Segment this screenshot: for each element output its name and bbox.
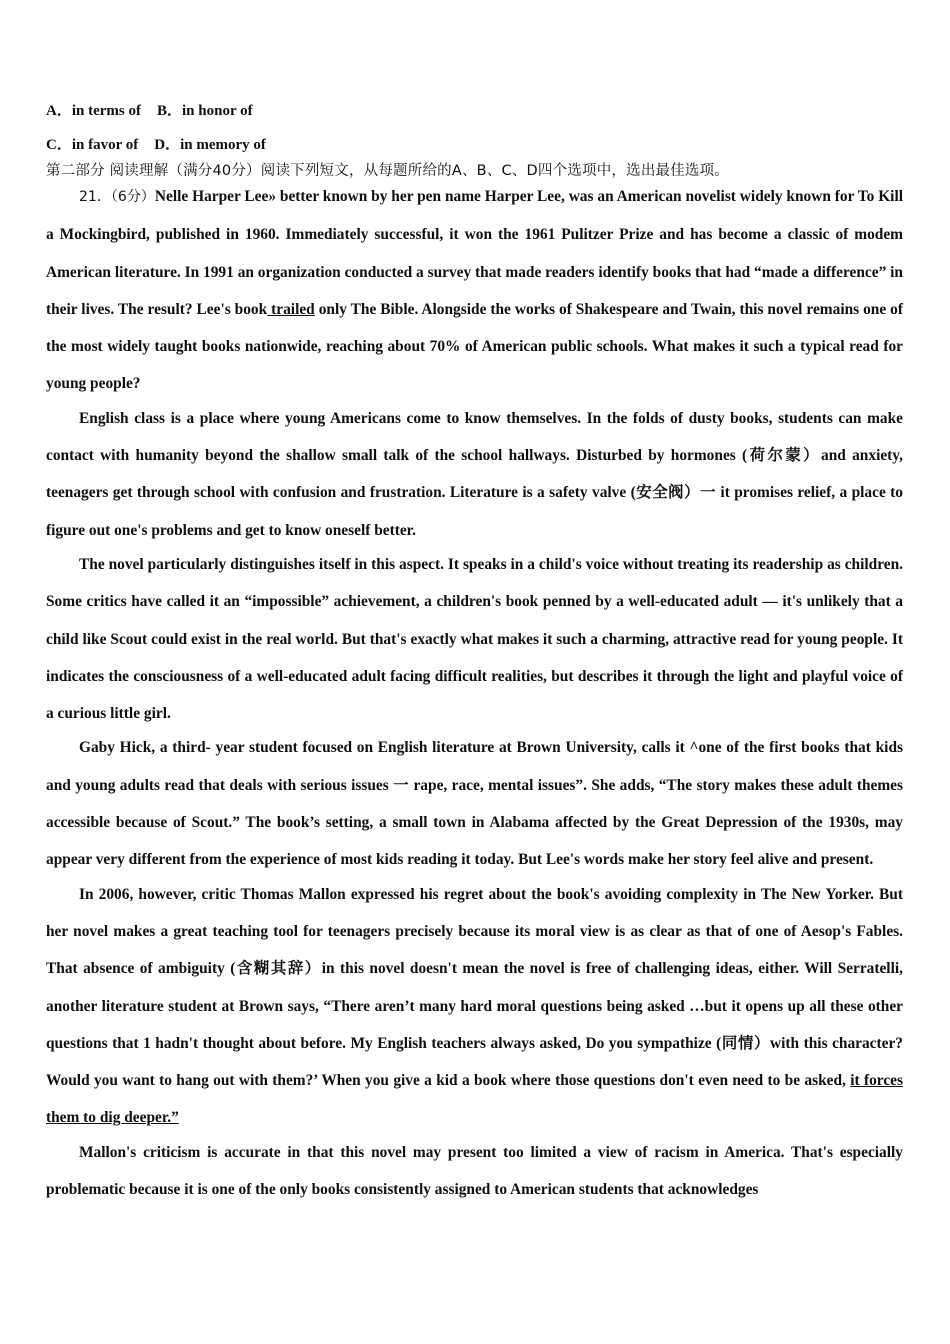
paragraph-5 [46,876,903,1137]
option-c-text: in favor of [71,137,139,153]
option-row-cd [46,135,266,155]
option-d-text: in memory of [180,137,266,153]
paragraph-6: Mallon's criticism is accurate in that this novel may present too limited a view of racism in America. That's especially problematic because it is one of the only books consistently assigned to American students that acknowledges [46,1143,903,1199]
option-c-label: C． [46,137,72,153]
option-b-text: in honor of [182,103,253,119]
reading-passage [46,178,903,1208]
paragraph-2: English class is a place where young Americans come to know themselves. In the folds of dusty books, students can make contact with humanity beyond the shallow small talk of the school hallways. Disturbed by hormones (荷尔蒙）and anxiety, teenagers get through school with confusion and frustration. Literature is a safety valve (安全阀）一 it promises relief, a place to figure out one's problems and get to know oneself better. [46,409,903,539]
option-row-ab [46,101,253,121]
paragraph-1 [46,178,903,403]
option-a-label: A． [46,103,72,119]
underlined-sentence: it forces them to dig deeper.” [46,1072,903,1127]
paragraph-1-text-b: only The Bible. Alongside the works of Shakespeare and Twain, this novel remains one of the most widely taught books nationwide, reaching about 70% of American public schools. What makes it such a typical read for young people? [46,300,903,393]
paragraph-4: Gaby Hick, a third- year student focused on English literature at Brown University, calls it ^one of the first books that kids and young adults read that deals with serious issues 一 rape, race, mental issues”. She adds, “The story makes these adult themes accessible because of Scout.” The book’s setting, a small town in Alabama affected by the Great Depression of the 1930s, may appear very different from the experience of most kids reading it today. But Lee's words make her story feel alive and present. [46,739,903,869]
paragraph-5-text: In 2006, however, critic Thomas Mallon expressed his regret about the book's avoiding complexity in The New Yorker. But her novel makes a great teaching tool for teenagers precisely because its moral view is as clear as that of one of Aesop's Fables. That absence of ambiguity (含糊其辞）in this novel doesn't mean the novel is free of challenging ideas, either. Will Serratelli, another literature student at Brown says, “There aren’t many hard moral questions being asked …but it opens up all these other questions that 1 hadn't thought about before. My English teachers always asked, Do you sympathize (同情）with this character? Would you want to hang out with them?’ When you give a kid a book where those questions don't even need to be asked, [46,885,903,1090]
question-number: 21．（6分） [79,189,155,205]
option-b-label: B． [157,103,183,119]
paragraph-1-text-a: Nelle Harper Lee» better known by her pen name Harper Lee, was an American novelist widely known for To Kill a Mockingbird, published in 1960. Immediately successful, it won the 1961 Pulitzer Prize and has become a classic of modem American literature. In 1991 an organization conducted a survey that made readers identify books that had “made a difference” in their lives. The result? Lee's book [46,188,903,318]
option-d-label: D． [154,137,181,153]
underlined-word-trailed: trailed [267,300,315,318]
option-a-text: in terms of [71,103,141,119]
section-heading: 第二部分 阅读理解（满分40分）阅读下列短文，从每题所给的A、B、C、D四个选项中，选出最佳选项。 [46,163,730,179]
paragraph-3: The novel particularly distinguishes itself in this aspect. It speaks in a child's voice without treating its readership as children. Some critics have called it an “impossible” achievement, a children's book penned by a well-educated adult — it's unlikely that a child like Scout could exist in the real world. But that's exactly what makes it such a charming, attractive read for young people. It indicates the consciousness of a well-educated adult facing difficult realities, but describes it through the light and playful voice of a curious little girl. [46,555,903,723]
